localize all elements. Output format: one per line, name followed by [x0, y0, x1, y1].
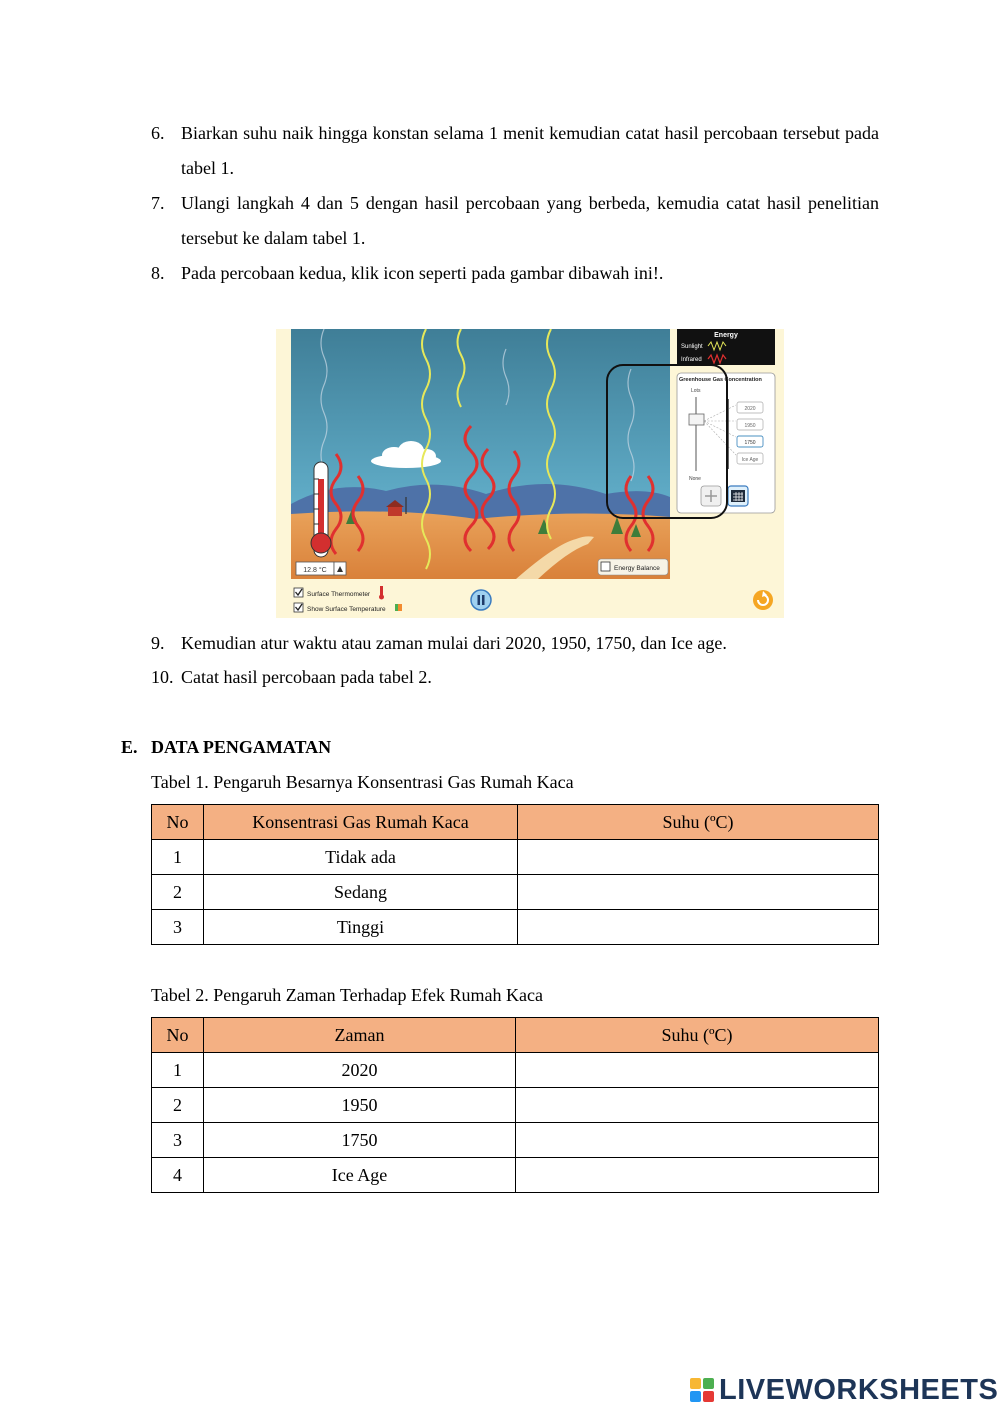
lots-label: Lots	[691, 388, 701, 394]
step-text: Ulangi langkah 4 dan 5 dengan hasil percobaan yang berbeda, kemudia catat hasil penelitian tersebut ke dalam tabel 1.	[181, 193, 879, 248]
step-text: Catat hasil percobaan pada tabel 2.	[181, 667, 432, 687]
step-number: 6.	[151, 123, 165, 143]
table-row	[152, 1088, 879, 1123]
greenhouse-simulation-screenshot	[276, 329, 784, 618]
cell-concentration: Sedang	[204, 875, 518, 910]
concentration-slider-thumb[interactable]	[689, 414, 704, 425]
cell-no: 1	[152, 1053, 204, 1088]
cell-no: 3	[152, 910, 204, 945]
cell-era: 1750	[204, 1123, 516, 1158]
table-row	[152, 910, 879, 945]
table-row	[152, 875, 879, 910]
panel-title: Greenhouse Gas Concentration	[679, 377, 762, 383]
header-cell: Suhu (ºC)	[518, 805, 879, 840]
cell-no: 2	[152, 1088, 204, 1123]
logo-blocks-icon	[690, 1378, 714, 1402]
surface-thermometer-label: Surface Thermometer	[307, 591, 371, 598]
cell-temperature[interactable]	[518, 875, 879, 910]
energy-balance-label: Energy Balance	[614, 565, 660, 572]
cell-temperature[interactable]	[516, 1123, 879, 1158]
cell-no: 4	[152, 1158, 204, 1193]
temperature-readout: 12.8 °C	[303, 567, 327, 574]
step-number: 7.	[151, 193, 165, 213]
pause-icon	[478, 595, 481, 605]
cell-no: 1	[152, 840, 204, 875]
table-row	[152, 1123, 879, 1158]
step-7	[151, 186, 879, 256]
era-label-1750: 1750	[744, 440, 756, 446]
step-10	[151, 660, 879, 695]
sunlight-label: Sunlight	[681, 344, 703, 350]
header-cell: Suhu (ºC)	[516, 1018, 879, 1053]
header-cell: Konsentrasi Gas Rumah Kaca	[204, 805, 518, 840]
cell-era: Ice Age	[204, 1158, 516, 1193]
cell-era: 1950	[204, 1088, 516, 1123]
table2-caption: Tabel 2. Pengaruh Zaman Terhadap Efek Rumah Kaca	[151, 985, 543, 1005]
pause-button[interactable]	[471, 590, 491, 610]
step-text: Kemudian atur waktu atau zaman mulai dari 2020, 1950, 1750, dan Ice age.	[181, 633, 727, 653]
step-text: Biarkan suhu naik hingga konstan selama 1 menit kemudian catat hasil percobaan tersebut pada tabel 1.	[181, 123, 879, 178]
era-label-ice-age: Ice Age	[741, 457, 759, 463]
mini-thermometer-bulb	[379, 595, 384, 600]
header-cell: No	[152, 805, 204, 840]
table-header-row	[152, 805, 879, 840]
table-header-row	[152, 1018, 879, 1053]
cell-temperature[interactable]	[518, 840, 879, 875]
barn	[388, 506, 402, 516]
table1-caption: Tabel 1. Pengaruh Besarnya Konsentrasi Gas Rumah Kaca	[151, 772, 574, 792]
energy-balance-checkbox[interactable]	[601, 562, 610, 571]
era-label-1950: 1950	[744, 423, 756, 429]
cell-temperature[interactable]	[516, 1088, 879, 1123]
step-number: 10.	[151, 667, 174, 687]
none-label: None	[689, 476, 701, 482]
table1	[151, 804, 879, 945]
cell-temperature[interactable]	[518, 910, 879, 945]
table-row	[152, 1158, 879, 1193]
era-label-2020: 2020	[744, 406, 756, 412]
table-row	[152, 1053, 879, 1088]
pause-icon	[482, 595, 485, 605]
simulation-canvas	[276, 329, 784, 618]
cell-no: 3	[152, 1123, 204, 1158]
cell-no: 2	[152, 875, 204, 910]
step-number: 8.	[151, 263, 165, 283]
step-8	[151, 256, 879, 291]
section-title: DATA PENGAMATAN	[151, 737, 332, 757]
table-row	[152, 840, 879, 875]
table2	[151, 1017, 879, 1193]
header-cell: Zaman	[204, 1018, 516, 1053]
cell-concentration: Tidak ada	[204, 840, 518, 875]
step-6	[151, 116, 879, 186]
step-text: Pada percobaan kedua, klik icon seperti pada gambar dibawah ini!.	[181, 263, 664, 283]
cell-concentration: Tinggi	[204, 910, 518, 945]
infrared-label: Infrared	[681, 357, 702, 363]
show-surface-temperature-label: Show Surface Temperature	[307, 606, 386, 613]
step-number: 9.	[151, 633, 165, 653]
thermometer-icon	[311, 462, 331, 557]
cell-era: 2020	[204, 1053, 516, 1088]
temperature-color-swatch-icon	[398, 604, 402, 611]
energy-legend-title: Energy	[714, 332, 738, 339]
liveworksheets-logo	[690, 1372, 998, 1408]
logo-text: LIVEWORKSHEETS	[719, 1373, 999, 1406]
section-letter: E.	[121, 737, 138, 757]
cell-temperature[interactable]	[516, 1158, 879, 1193]
step-9	[151, 626, 879, 661]
cell-temperature[interactable]	[516, 1053, 879, 1088]
header-cell: No	[152, 1018, 204, 1053]
